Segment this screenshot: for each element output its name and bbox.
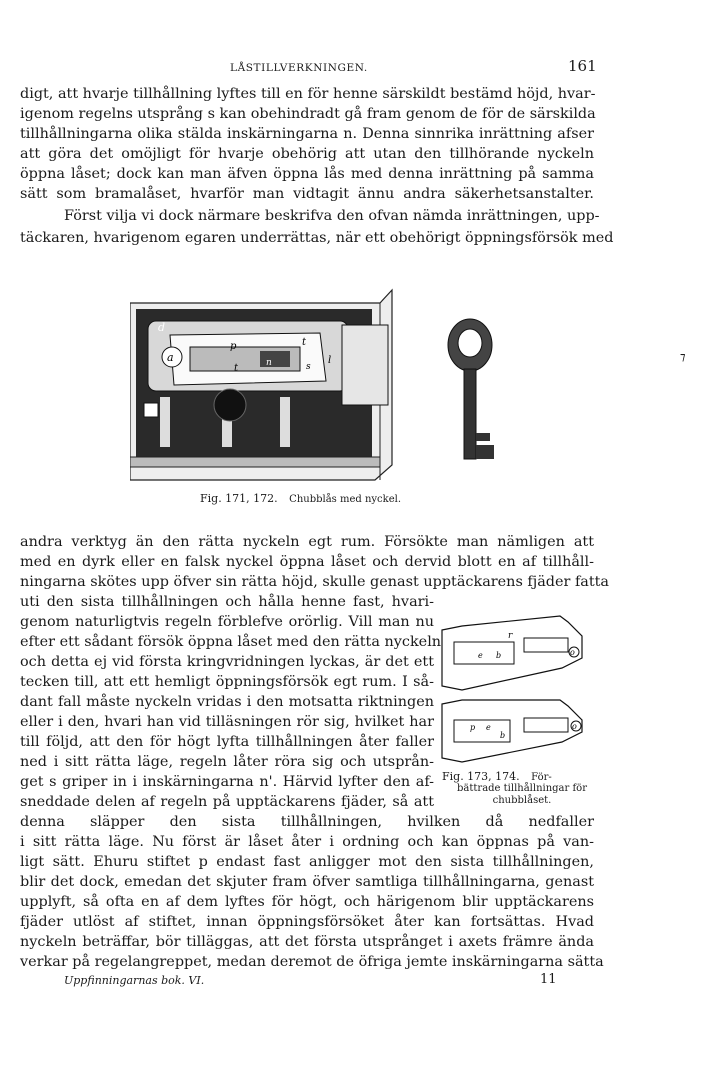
fig-letter: b bbox=[500, 731, 506, 740]
chubb-lock-figure bbox=[130, 285, 550, 485]
fig-letter: p bbox=[470, 723, 476, 732]
text-line: täckaren, hvarigenom egaren underrättas, när ett obehörigt öppningsförsök med bbox=[20, 230, 614, 246]
text-line: upplyft, så ofta en af dem lyftes för högt, och härigenom blir upptäckarens bbox=[20, 894, 594, 910]
text-line: tillhållningarna olika stälda inskärningarna n. Denna sinnrika inrättning afser bbox=[20, 126, 594, 142]
text-line: Först vilja vi dock närmare beskrifva den ofvan nämda inrättningen, upp- bbox=[64, 208, 600, 224]
caption-label: Fig. 173, 174. bbox=[442, 770, 520, 783]
text-line: sätt som bramalåset, hvarför man vidtagit ännu andra säkerhetsanstalter. bbox=[20, 186, 594, 202]
lock-illustration bbox=[130, 290, 392, 480]
text-line: ligt sätt. Ehuru stiftet p endast fast anligger mot den sista tillhållningen, bbox=[20, 854, 594, 870]
page-number: 161 bbox=[568, 57, 597, 75]
figure-caption-main bbox=[200, 492, 401, 505]
text-line: med en dyrk eller en falsk nyckel öppna låset och dervid blott en af tillhåll- bbox=[20, 554, 594, 570]
figure-caption-side bbox=[442, 770, 602, 807]
text-line: efter ett sådant försök öppna låset med den rätta nyckeln bbox=[20, 634, 442, 650]
fig-letter: s bbox=[306, 362, 311, 372]
text-line: digt, att hvarje tillhållning lyftes till en för henne särskildt bestämd höjd, hvar- bbox=[20, 86, 596, 102]
tumbler-figure bbox=[440, 608, 600, 768]
caption-text: chubblåset. bbox=[492, 795, 552, 806]
caption-label: Fig. 171, 172. bbox=[200, 492, 278, 505]
fig-letter: n bbox=[266, 358, 272, 368]
text-line: andra verktyg än den rätta nyckeln egt rum. Försökte man nämligen att bbox=[20, 534, 594, 550]
text-line: till följd, att den för högt lyfta tillhållningen åter faller bbox=[20, 734, 434, 750]
text-line: öppna låset; dock kan man äfven öppna lås med denna inrättning på samma bbox=[20, 166, 594, 182]
text-line: blir det dock, emedan det skjuter fram öfver samtliga tillhållningarna, genast bbox=[20, 874, 594, 890]
key-illustration bbox=[448, 319, 494, 459]
text-line: och detta ej vid första kringvridningen lyckas, är det ett bbox=[20, 654, 434, 670]
tumbler-1 bbox=[442, 616, 582, 690]
fig-letter: o bbox=[570, 648, 575, 657]
fig-letter: b bbox=[496, 651, 502, 660]
text-line: igenom regelns utsprång s kan obehindradt gå fram genom de för de särskilda bbox=[20, 106, 596, 122]
footer-book-title: Uppfinningarnas bok. VI. bbox=[64, 974, 205, 987]
fig-letter: l bbox=[328, 355, 332, 366]
header-title: LÅSTILLVERKNINGEN. bbox=[230, 62, 368, 74]
fig-letter: t bbox=[234, 363, 239, 374]
text-line: att göra det omöjligt för hvarje obehörig att utan den tillhörande nyckeln bbox=[20, 146, 594, 162]
text-line: sneddade delen af regeln på upptäckarens fjäder, så att bbox=[20, 794, 434, 810]
text-line: ningarna skötes upp öfver sin rätta höjd, skulle genast upptäckarens fjäder fatta bbox=[20, 574, 610, 590]
text-line: uti den sista tillhållningen och hålla henne fast, hvari- bbox=[20, 594, 434, 610]
tumbler-2 bbox=[442, 700, 582, 762]
margin-mark: ⁊ bbox=[680, 350, 686, 363]
footer-signature: 11 bbox=[540, 972, 557, 987]
fig-letter: e bbox=[478, 651, 483, 660]
text-line: fjäder utlöst af stiftet, innan öppningsförsöket åter kan fortsättas. Hvad bbox=[20, 914, 594, 930]
fig-letter: r bbox=[508, 631, 513, 641]
fig-letter: a bbox=[167, 351, 174, 364]
caption-text: Chubblås med nyckel. bbox=[289, 494, 402, 505]
fig-letter: d bbox=[158, 321, 166, 334]
caption-text: bättrade tillhållningar för bbox=[457, 783, 587, 794]
caption-text: För- bbox=[531, 772, 552, 783]
text-line: denna släpper den sista tillhållningen, hvilken då nedfaller bbox=[20, 814, 594, 830]
text-line: nyckeln beträffar, bör tilläggas, att det första utsprånget i axets främre ända bbox=[20, 934, 594, 950]
text-line: tecken till, att ett hemligt öppningsförsök egt rum. I så- bbox=[20, 674, 434, 690]
fig-letter: t bbox=[302, 337, 307, 348]
text-line: ned i sitt rätta läge, regeln låter röra sig och utsprån- bbox=[20, 754, 434, 770]
fig-letter: e bbox=[486, 723, 491, 732]
text-line: dant fall måste nyckeln vridas i den motsatta riktningen bbox=[20, 694, 434, 710]
fig-letter: o bbox=[572, 722, 577, 731]
fig-letter: p bbox=[230, 341, 237, 352]
text-line: genom naturligtvis regeln förblefve orörlig. Vill man nu bbox=[20, 614, 434, 630]
text-line: verkar på regelangreppet, medan deremot de öfriga jemte inskärningarna sätta bbox=[20, 954, 604, 970]
text-line: eller i den, hvari han vid tilläsningen rör sig, hvilket har bbox=[20, 714, 434, 730]
text-line: get s griper in i inskärningarna n'. Härvid lyfter den af- bbox=[20, 774, 434, 790]
text-line: i sitt rätta läge. Nu först är låset åter i ordning och kan öppnas på van- bbox=[20, 834, 594, 850]
